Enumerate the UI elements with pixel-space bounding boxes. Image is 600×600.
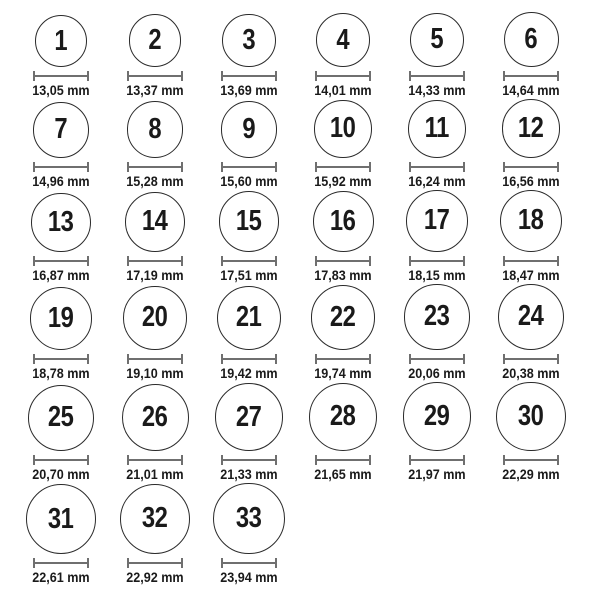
chart-row	[14, 483, 600, 586]
diameter-ruler	[127, 256, 183, 266]
ring-size-item	[202, 14, 296, 99]
diameter-label: 17,51 mm	[220, 266, 278, 283]
chart-row	[14, 382, 600, 483]
ring-size-item	[484, 382, 578, 483]
diameter-ruler	[33, 558, 89, 568]
ring-circle	[35, 15, 87, 67]
diameter-ruler	[503, 162, 559, 172]
diameter-label: 22,92 mm	[126, 569, 184, 586]
diameter-label: 19,74 mm	[314, 364, 372, 381]
ring-circle	[127, 101, 183, 157]
ring-circle	[129, 14, 182, 67]
diameter-ruler	[503, 71, 559, 81]
ring-size-item	[108, 14, 202, 99]
ring-size-item	[296, 13, 390, 99]
diameter-ruler	[409, 455, 465, 465]
diameter-label: 18,15 mm	[408, 266, 466, 283]
ring-size-number: 32	[142, 502, 168, 535]
ring-size-item	[108, 101, 202, 189]
diameter-ruler	[315, 354, 371, 364]
diameter-ruler	[221, 558, 277, 568]
ring-size-item	[202, 383, 296, 483]
diameter-label: 19,42 mm	[220, 364, 278, 381]
ring-circle	[309, 383, 377, 451]
ring-circle	[314, 100, 371, 157]
ring-size-item	[390, 284, 484, 381]
chart-row	[14, 190, 600, 284]
diameter-ruler	[409, 162, 465, 172]
diameter-label: 13,69 mm	[220, 82, 278, 98]
diameter-label: 13,37 mm	[126, 82, 184, 98]
chart-row	[14, 99, 600, 190]
ring-size-item	[390, 100, 484, 190]
diameter-ruler	[409, 354, 465, 364]
ring-size-number: 30	[518, 399, 544, 432]
ring-circle	[408, 100, 466, 158]
diameter-ruler	[33, 455, 89, 465]
ring-size-number: 16	[330, 204, 356, 237]
ring-size-number: 8	[148, 113, 162, 145]
ring-circle	[504, 12, 559, 67]
diameter-label: 17,19 mm	[126, 266, 184, 283]
ring-size-item	[202, 101, 296, 190]
ring-size-item	[202, 483, 296, 586]
ring-circle	[30, 287, 93, 350]
ring-size-number: 28	[330, 400, 356, 433]
diameter-label: 16,24 mm	[408, 172, 466, 189]
diameter-label: 15,60 mm	[220, 172, 278, 189]
ring-size-item	[108, 484, 202, 587]
diameter-label: 16,56 mm	[502, 172, 560, 189]
ring-circle	[404, 284, 469, 349]
ring-size-item	[390, 382, 484, 483]
diameter-ruler	[127, 162, 183, 172]
diameter-ruler	[221, 256, 277, 266]
ring-size-item	[108, 286, 202, 381]
ring-circle	[122, 384, 189, 451]
diameter-label: 15,28 mm	[126, 172, 184, 189]
ring-size-number: 21	[236, 301, 262, 334]
diameter-label: 22,61 mm	[32, 569, 90, 586]
diameter-label: 21,33 mm	[220, 465, 278, 482]
ring-size-number: 22	[330, 300, 356, 333]
ring-size-number: 3	[242, 23, 256, 56]
ring-size-number: 5	[430, 23, 444, 56]
ring-size-number: 19	[48, 301, 74, 334]
diameter-label: 20,70 mm	[32, 465, 90, 482]
ring-circle	[313, 191, 374, 252]
diameter-ruler	[503, 256, 559, 266]
diameter-label: 18,47 mm	[502, 266, 560, 283]
ring-size-item	[484, 284, 578, 382]
ring-circle	[498, 284, 564, 350]
diameter-ruler	[221, 162, 277, 172]
ring-circle	[123, 286, 186, 349]
ring-size-item	[484, 12, 578, 99]
diameter-label: 17,83 mm	[314, 266, 372, 283]
ring-circle	[496, 382, 565, 451]
ring-size-item	[296, 383, 390, 483]
diameter-label: 20,06 mm	[408, 364, 466, 381]
diameter-ruler	[221, 71, 277, 81]
ring-size-item	[296, 100, 390, 189]
ring-circle	[125, 192, 185, 252]
ring-size-number: 25	[48, 401, 74, 434]
ring-circle	[311, 285, 376, 350]
ring-size-number: 31	[48, 502, 74, 535]
ring-size-number: 26	[142, 400, 168, 433]
ring-circle	[120, 484, 191, 555]
ring-size-number: 20	[142, 301, 168, 334]
ring-size-number: 29	[424, 400, 450, 433]
ring-size-item	[296, 191, 390, 284]
diameter-ruler	[503, 455, 559, 465]
ring-size-number: 15	[236, 205, 262, 238]
diameter-ruler	[127, 71, 183, 81]
ring-size-number: 12	[518, 111, 544, 144]
diameter-ruler	[127, 354, 183, 364]
ring-size-item	[202, 286, 296, 382]
diameter-ruler	[315, 71, 371, 81]
diameter-label: 14,33 mm	[408, 82, 466, 98]
diameter-label: 22,29 mm	[502, 465, 560, 482]
diameter-label: 20,38 mm	[502, 364, 560, 381]
diameter-label: 18,78 mm	[32, 364, 90, 381]
ring-circle	[502, 99, 561, 158]
ring-circle	[213, 483, 284, 554]
diameter-ruler	[221, 455, 277, 465]
diameter-ruler	[503, 354, 559, 364]
ring-circle	[403, 382, 472, 451]
ring-size-number: 23	[424, 300, 450, 333]
ring-size-number: 17	[424, 204, 450, 237]
diameter-label: 21,01 mm	[126, 465, 184, 482]
diameter-label: 23,94 mm	[220, 569, 278, 586]
ring-size-number: 10	[330, 112, 356, 145]
ring-size-number: 13	[48, 205, 74, 238]
ring-size-item	[14, 193, 108, 284]
diameter-label: 15,92 mm	[314, 172, 372, 189]
ring-size-number: 4	[336, 23, 350, 56]
ring-size-item	[14, 484, 108, 586]
ring-size-item	[14, 102, 108, 190]
ring-size-item	[14, 287, 108, 382]
ring-size-item	[296, 285, 390, 382]
diameter-ruler	[315, 256, 371, 266]
ring-size-number: 18	[518, 204, 544, 237]
diameter-ruler	[33, 256, 89, 266]
diameter-label: 14,96 mm	[32, 172, 90, 189]
ring-size-item	[484, 190, 578, 284]
chart-row	[14, 12, 600, 99]
diameter-ruler	[127, 455, 183, 465]
ring-size-item	[484, 99, 578, 190]
ring-size-item	[390, 190, 484, 284]
ring-circle	[217, 286, 281, 350]
ring-size-number: 33	[236, 502, 262, 535]
ring-size-number: 6	[524, 23, 538, 55]
ring-size-number: 7	[54, 113, 68, 146]
diameter-ruler	[315, 162, 371, 172]
chart-row	[14, 284, 600, 382]
diameter-label: 16,87 mm	[32, 266, 90, 283]
diameter-ruler	[315, 455, 371, 465]
ring-size-item	[14, 385, 108, 483]
diameter-label: 14,64 mm	[502, 82, 560, 98]
diameter-label: 21,97 mm	[408, 465, 466, 482]
diameter-ruler	[33, 71, 89, 81]
ring-circle	[33, 102, 89, 158]
ring-circle	[316, 13, 370, 67]
ring-circle	[410, 13, 464, 67]
ring-circle	[406, 190, 468, 252]
diameter-ruler	[127, 558, 183, 568]
diameter-ruler	[409, 256, 465, 266]
ring-circle	[28, 385, 94, 451]
ring-size-number: 14	[142, 205, 168, 238]
ring-size-number: 11	[424, 112, 450, 145]
ring-circle	[26, 484, 96, 554]
ring-size-item	[202, 191, 296, 283]
diameter-label: 13,05 mm	[32, 82, 90, 98]
ring-size-number: 27	[236, 400, 262, 433]
ring-size-number: 9	[242, 112, 256, 145]
diameter-label: 19,10 mm	[126, 364, 184, 381]
diameter-label: 14,01 mm	[314, 82, 372, 98]
diameter-ruler	[33, 162, 89, 172]
ring-circle	[222, 14, 275, 67]
ring-size-number: 24	[518, 300, 544, 333]
ring-circle	[215, 383, 283, 451]
diameter-ruler	[409, 71, 465, 81]
ring-circle	[221, 101, 278, 158]
ring-size-number: 1	[54, 24, 68, 57]
diameter-ruler	[33, 354, 89, 364]
diameter-ruler	[221, 354, 277, 364]
ring-circle	[500, 190, 562, 252]
ring-size-item	[390, 13, 484, 99]
ring-size-item	[108, 384, 202, 483]
ring-size-item	[108, 192, 202, 284]
ring-circle	[31, 193, 90, 252]
ring-size-number: 2	[148, 24, 162, 57]
ring-size-item	[14, 15, 108, 99]
diameter-label: 21,65 mm	[314, 465, 372, 482]
ring-circle	[219, 191, 279, 251]
